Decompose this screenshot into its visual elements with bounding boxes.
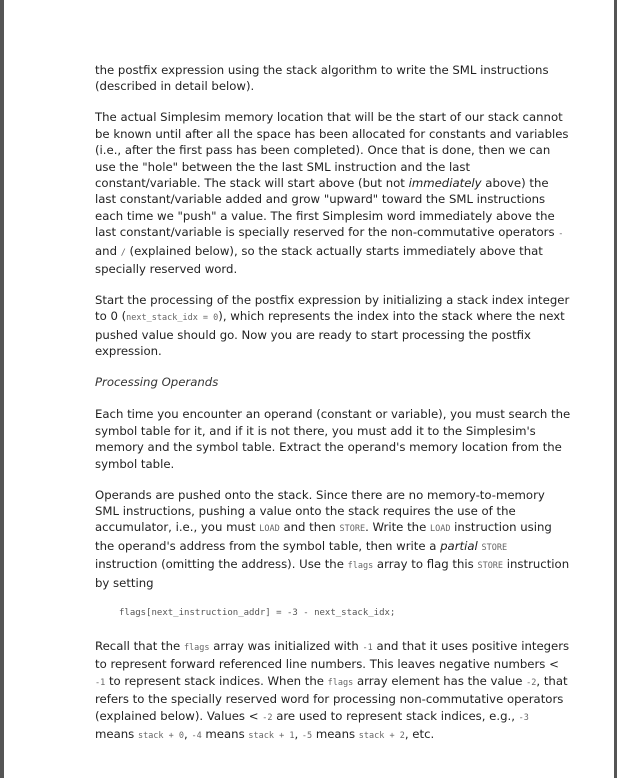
inline-code-store: STORE (477, 561, 504, 572)
paragraph-postfix-intro: the postfix expression using the stack algorithm to write the SML instructions (described in detail below). (95, 63, 549, 94)
inline-code-neg2: -2 (526, 677, 537, 688)
paragraph-operand-push: Operands are pushed onto the stack. Since there are no memory-to-memory SML instructions, pushing a value onto the stack requires the use of the accumulator, i.e., you must LOAD and then STORE. Write the LOAD instruction using the operand's address from the symbol table, then write a partial STORE instruction (omitting the address). Use the flags array to flag this STORE instruction by setting (95, 487, 570, 590)
emphasis-partial: partial (440, 538, 478, 553)
inline-code-neg1: -1 (362, 642, 373, 653)
inline-code-neg3: -3 (518, 712, 529, 723)
paragraph-flags-explanation: Recall that the flags array was initialized with -1 and that it uses positive integers to represent forward referenced line numbers. This leaves negative numbers < -1 to represent stack indices. When the flags array element has the value -2, that refers to the specially reserved word for processing non-commutative operators (explained below). Values < -2 are used to represent stack indices, e.g., -3 means stack + 0, -4 means stack + 1, -5 means stack + 2, etc. (95, 638, 570, 741)
paragraph-operand-search: Each time you encounter an operand (constant or variable), you must search the symbol table for it, and if it is not there, you must add it to the Simplesim's memory and the symbol table. Extract the operand's memory location from the symbol table. (95, 407, 571, 471)
inline-code-neg2: -2 (262, 712, 273, 723)
inline-code-stack-plus-2: stack + 2 (358, 730, 405, 741)
inline-code-neg5: -5 (301, 730, 313, 741)
code-block-flags-assignment: flags[next_instruction_addr] = -3 - next_stack_idx; (119, 608, 396, 619)
inline-code-store: STORE (339, 524, 366, 535)
inline-code-flags: flags (327, 677, 354, 688)
inline-code-neg1: -1 (95, 677, 106, 688)
inline-code-stack-plus-0: stack + 0 (137, 730, 185, 741)
inline-code-flags: flags (347, 561, 374, 572)
inline-code-neg4: -4 (191, 730, 202, 741)
document-body (95, 62, 571, 759)
emphasis-immediately: immediately (408, 175, 482, 190)
paragraph-stack-index: Start the processing of the postfix expression by initializing a stack index integer to 0 (next_stack_idx = 0), which represents the index into the stack where the next pushed value should go. Now you are ready to start processing the postfix expression. (95, 292, 570, 359)
inline-code-load: LOAD (429, 524, 451, 535)
inline-code-minus: - (558, 229, 564, 240)
inline-code-stack-plus-1: stack + 1 (248, 730, 295, 741)
inline-code-flags: flags (183, 642, 210, 653)
inline-code-store: STORE (481, 542, 508, 553)
section-heading-processing-operands: Processing Operands (95, 375, 219, 389)
inline-code-load: LOAD (259, 524, 280, 535)
inline-code-divide: / (120, 247, 126, 258)
inline-code-next-stack-idx: next_stack_idx = 0 (126, 313, 219, 324)
paragraph-stack-location: The actual Simplesim memory location that will be the start of our stack cannot be known until after all the space has been allocated for constants and variables (i.e., after the first pass has been completed). Once that is done, then we can use the "hole" between the the last SML instruction and the last constant/variable. The stack will start above (but not immediately above) the last constant/variable added and grow "upward" toward the SML instructions each time we "push" a value. The first Simplesim word immediately above the last constant/variable is specially reserved for the non-commutative operators - and / (explained below), so the stack actually starts immediately above that specially reserved word. (95, 110, 569, 276)
